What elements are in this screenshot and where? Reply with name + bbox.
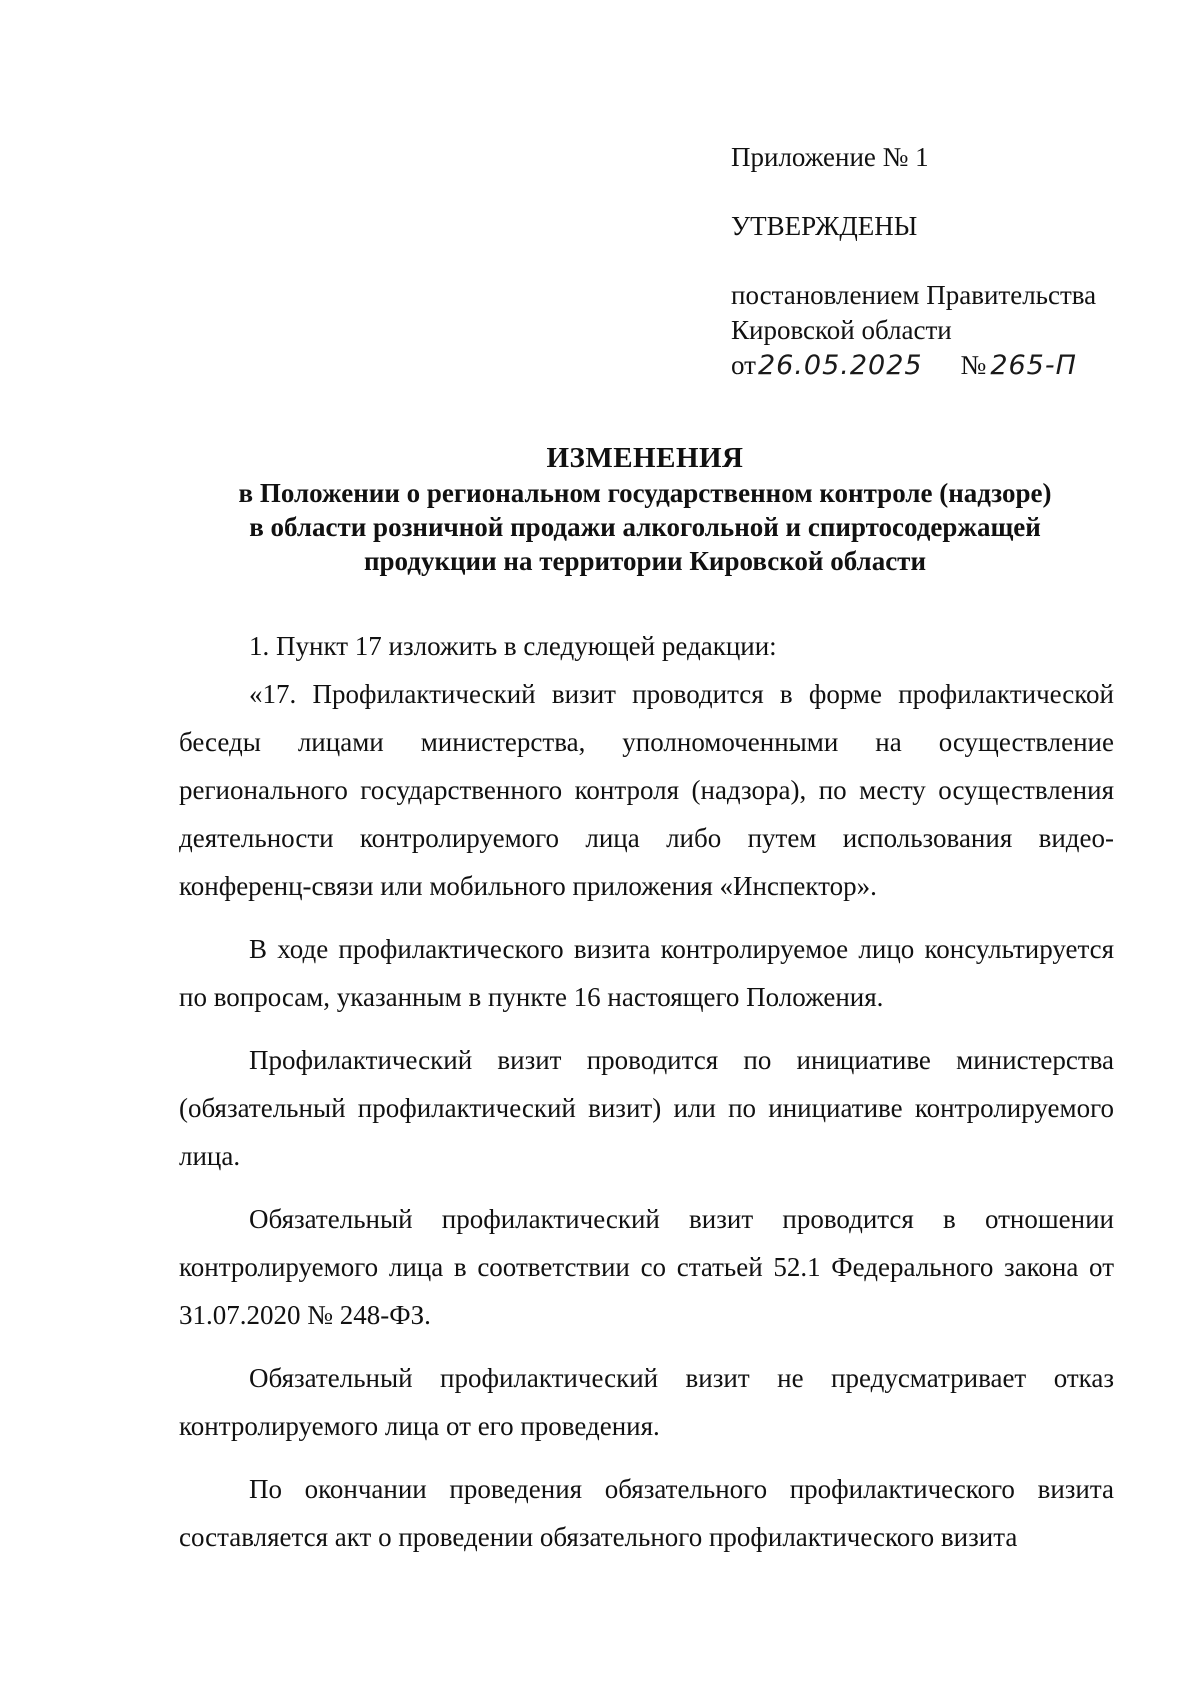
- paragraph-act: По окончании проведения обязательного профилактического визита составляется акт о проведении обязательного профилактического визита: [179, 1474, 1114, 1552]
- decree-date-number-line: [731, 348, 1171, 383]
- paragraph-initiative: Профилактический визит проводится по инициативе министерства (обязательный профилактический визит) или по инициативе контролируемого лица.: [179, 1045, 1114, 1171]
- paragraph-mandatory-visit: Обязательный профилактический визит проводится в отношении контролируемого лица в соответствии со статьей 52.1 Федерального закона от 31.07.2020 № 248-ФЗ.: [179, 1204, 1114, 1330]
- decree-line-2: Кировской области: [731, 315, 952, 345]
- decree-line-1: постановлением Правительства: [731, 280, 1097, 310]
- handwritten-number: 265-П: [990, 350, 1077, 381]
- document-title-block: [170, 440, 1120, 578]
- title-line-2: в области розничной продажи алкогольной и спиртосодержащей: [249, 512, 1041, 542]
- approval-block: [731, 140, 1171, 383]
- date-prefix: от: [731, 350, 756, 380]
- appendix-label: Приложение № 1: [731, 142, 929, 172]
- document-title: ИЗМЕНЕНИЯ: [546, 442, 744, 474]
- title-line-1: в Положении о региональном государственном контроле (надзоре): [238, 478, 1052, 508]
- paragraph-point-17: «17. Профилактический визит проводится в форме профилактической беседы лицами министерства, уполномоченными на осуществление регионального государственного контроля (надзора), по месту осуществления деятельности контролируемого лица либо путем использования видео-конференц-связи или мобильного приложения «Инспектор».: [179, 679, 1114, 901]
- number-prefix: №: [960, 350, 987, 380]
- paragraph-consultation: В ходе профилактического визита контролируемое лицо консультируется по вопросам, указанным в пункте 16 настоящего Положения.: [179, 934, 1114, 1012]
- approved-label: УТВЕРЖДЕНЫ: [731, 211, 918, 241]
- title-line-3: продукции на территории Кировской области: [363, 546, 927, 576]
- paragraph-item-1: 1. Пункт 17 изложить в следующей редакции:: [249, 631, 777, 661]
- document-body: [179, 622, 1114, 1561]
- paragraph-no-refusal: Обязательный профилактический визит не предусматривает отказ контролируемого лица от его проведения.: [179, 1363, 1114, 1441]
- handwritten-date: 26.05.2025: [757, 350, 923, 381]
